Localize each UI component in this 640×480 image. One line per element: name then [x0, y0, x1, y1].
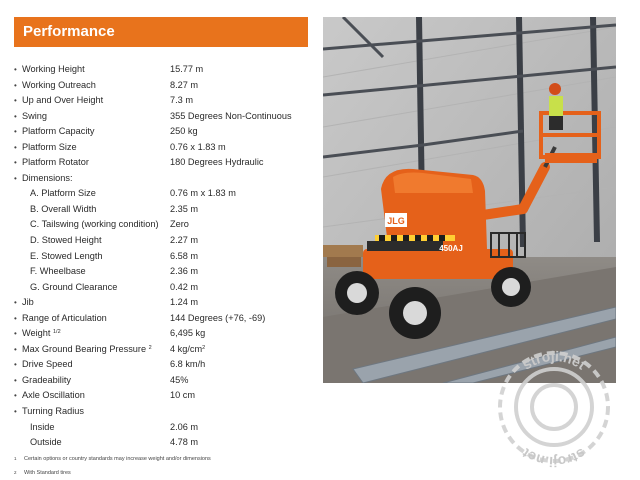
- spec-row: [14, 435, 314, 451]
- spec-value: 144 Degrees (+76, -69): [170, 312, 266, 323]
- spec-row: [14, 93, 314, 109]
- spec-row: [14, 155, 314, 171]
- bullet-icon: •: [14, 360, 17, 370]
- spec-row: [14, 62, 314, 78]
- bullet-icon: •: [14, 313, 17, 323]
- spec-label: Max Ground Bearing Pressure $^2$: [22, 343, 152, 354]
- spec-label: Drive Speed: [22, 359, 73, 370]
- spec-row: [14, 404, 314, 420]
- spec-row: [14, 373, 314, 389]
- spec-value: 15.77 m: [170, 64, 204, 74]
- spec-label: Platform Rotator: [22, 157, 89, 168]
- spec-row: [14, 109, 314, 125]
- bullet-icon: •: [14, 80, 17, 90]
- spec-row: [14, 264, 314, 280]
- spec-label: G. Ground Clearance: [30, 281, 118, 292]
- spec-row: [14, 326, 314, 342]
- spec-row: [14, 295, 314, 311]
- model-badge: 450AJ: [439, 244, 463, 253]
- spec-value: 8.27 m: [170, 79, 199, 90]
- spec-row: [14, 140, 314, 156]
- spec-label: Turning Radius: [22, 406, 84, 417]
- section-title: Performance: [14, 17, 308, 47]
- bullet-icon: •: [14, 111, 17, 121]
- spec-label: C. Tailswing (working condition): [30, 219, 159, 230]
- spec-value: 7.3 m: [170, 95, 193, 106]
- footnote: 2 With Standard tires: [14, 470, 71, 476]
- spec-row: [14, 420, 314, 436]
- spec-label: Axle Oscillation: [22, 390, 85, 401]
- spec-row: [14, 357, 314, 373]
- spec-value: 1.24 m: [170, 297, 199, 308]
- spec-value: 10 cm: [170, 390, 196, 401]
- spec-label: Gradeability: [22, 374, 72, 385]
- svg-text:stroji.net: stroji.net: [519, 347, 589, 373]
- watermark-seal: [492, 345, 616, 469]
- bullet-icon: •: [14, 127, 17, 137]
- spec-row: [14, 342, 314, 358]
- footnote: 1 Certain options or country standards may increase weight and/or dimensions: [14, 456, 211, 462]
- spec-row: [14, 217, 314, 233]
- product-photo: [323, 17, 616, 383]
- spec-row: [14, 202, 314, 218]
- spec-value: 2.36 m: [170, 266, 199, 277]
- spec-label: Up and Over Height: [22, 95, 104, 106]
- spec-row: [14, 171, 314, 187]
- spec-label: F. Wheelbase: [30, 266, 86, 277]
- spec-label: Swing: [22, 110, 48, 121]
- spec-row: [14, 280, 314, 296]
- spec-value: 6,495 kg: [170, 328, 206, 339]
- spec-label: A. Platform Size: [30, 188, 96, 199]
- bullet-icon: •: [14, 344, 17, 354]
- spec-label: Inside: [30, 421, 55, 432]
- spec-label: Range of Articulation: [22, 312, 107, 323]
- bullet-icon: •: [14, 298, 17, 308]
- spec-value: 180 Degrees Hydraulic: [170, 157, 264, 168]
- spec-row: [14, 311, 314, 327]
- bullet-icon: •: [14, 329, 17, 339]
- spec-label: Working Height: [22, 64, 85, 74]
- spec-label: Dimensions:: [22, 172, 73, 183]
- bullet-icon: •: [14, 158, 17, 168]
- bullet-icon: •: [14, 96, 17, 106]
- bullet-icon: •: [14, 142, 17, 152]
- bullet-icon: •: [14, 173, 17, 183]
- spec-row: [14, 124, 314, 140]
- spec-label: Working Outreach: [22, 79, 96, 90]
- spec-label: Platform Size: [22, 141, 77, 152]
- spec-value: 250 kg: [170, 126, 198, 137]
- spec-value: 6.8 km/h: [170, 359, 206, 370]
- spec-value: 4 $kg/cm^2$: [170, 343, 206, 354]
- spec-value: 0.76 x 1.83 m: [170, 141, 226, 152]
- spec-row: [14, 388, 314, 404]
- brand-badge: JLG: [387, 216, 405, 226]
- bullet-icon: •: [14, 391, 17, 401]
- spec-value: 2.27 m: [170, 235, 199, 246]
- spec-row: [14, 233, 314, 249]
- spec-label: Outside: [30, 437, 62, 448]
- spec-row: [14, 78, 314, 94]
- spec-row: [14, 249, 314, 265]
- spec-value: 355 Degrees Non-Continuous: [170, 110, 292, 121]
- spec-value: 0.42 m: [170, 281, 199, 292]
- bullet-icon: •: [14, 407, 17, 417]
- spec-row: [14, 186, 314, 202]
- bullet-icon: •: [14, 375, 17, 385]
- spec-value: Zero: [170, 219, 189, 230]
- spec-label: B. Overall Width: [30, 203, 97, 214]
- svg-text:stroji.net: stroji.net: [519, 445, 589, 469]
- spec-value: 45%: [170, 374, 189, 385]
- spec-label: Weight $^{1/2}$: [22, 328, 61, 339]
- spec-label: E. Stowed Length: [30, 250, 103, 261]
- spec-label: D. Stowed Height: [30, 235, 102, 246]
- spec-list: [14, 62, 314, 451]
- spec-value: 0.76 m x 1.83 m: [170, 188, 236, 199]
- spec-value: 2.35 m: [170, 203, 199, 214]
- footnotes: [14, 452, 314, 480]
- spec-value: 6.58 m: [170, 250, 199, 261]
- bullet-icon: •: [14, 65, 17, 74]
- spec-value: 2.06 m: [170, 421, 199, 432]
- spec-label: Platform Capacity: [22, 126, 95, 137]
- spec-value: 4.78 m: [170, 437, 199, 448]
- spec-label: Jib: [22, 297, 34, 308]
